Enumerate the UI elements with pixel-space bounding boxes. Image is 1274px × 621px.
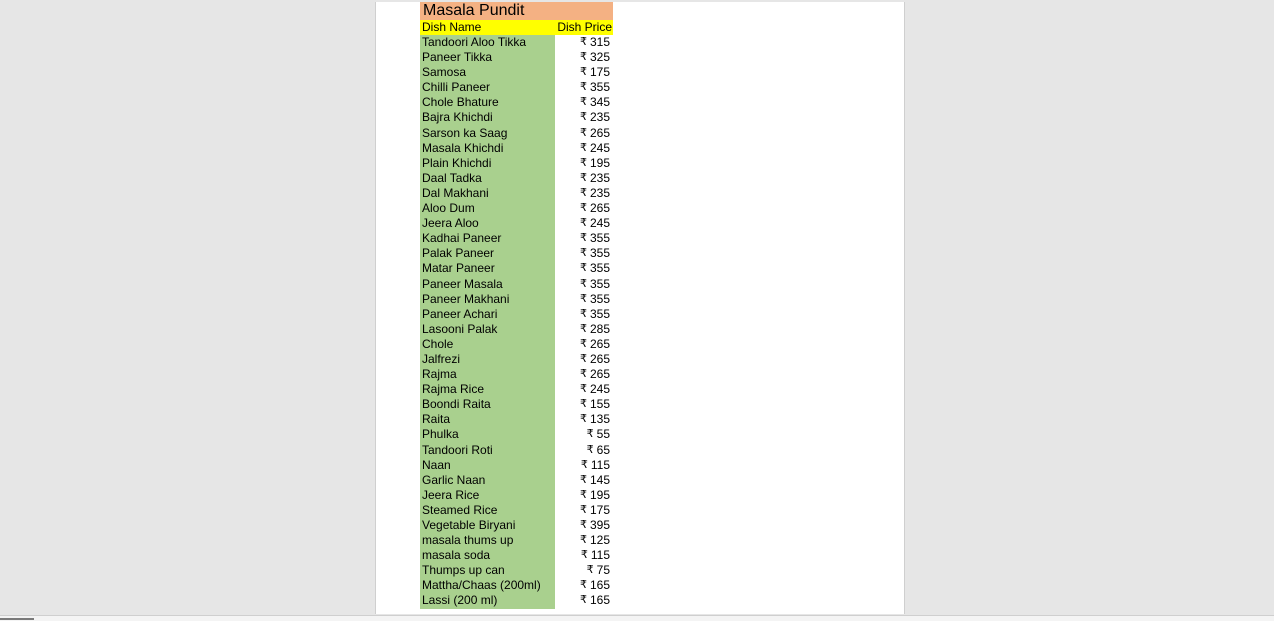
table-row xyxy=(420,473,613,488)
dish-name-cell: Vegetable Biryani xyxy=(420,518,555,533)
dish-name-cell: Masala Khichdi xyxy=(420,141,555,156)
dish-price-cell xyxy=(555,126,613,141)
price-value: 325 xyxy=(589,50,610,65)
dish-name-cell: Sarson ka Saag xyxy=(420,126,555,141)
table-row xyxy=(420,443,613,458)
price-value: 265 xyxy=(589,125,610,140)
price-value: 355 xyxy=(589,261,610,276)
table-row xyxy=(420,563,613,578)
currency-symbol: ₹ xyxy=(579,519,587,531)
price-value: 115 xyxy=(590,457,610,472)
currency-symbol: ₹ xyxy=(579,96,587,109)
dish-name-cell: Bajra Khichdi xyxy=(420,110,555,125)
currency-symbol: ₹ xyxy=(579,292,587,305)
table-row xyxy=(420,367,613,382)
price-value: 55 xyxy=(596,427,610,442)
currency-symbol: ₹ xyxy=(579,186,587,199)
currency-symbol: ₹ xyxy=(579,322,587,335)
dish-price-cell xyxy=(555,80,613,95)
dish-price-cell xyxy=(555,216,613,231)
table-row xyxy=(420,80,613,95)
table-row xyxy=(420,277,613,292)
table-row xyxy=(420,397,613,412)
table-header xyxy=(420,20,613,35)
dish-price-cell xyxy=(555,95,613,110)
currency-symbol: ₹ xyxy=(579,337,587,350)
price-value: 245 xyxy=(589,216,610,231)
currency-symbol: ₹ xyxy=(579,383,587,396)
price-value: 355 xyxy=(589,246,610,261)
price-value: 125 xyxy=(589,533,610,548)
dish-name-cell: Tandoori Aloo Tikka xyxy=(420,35,555,50)
horizontal-scrollbar[interactable] xyxy=(0,615,1274,621)
price-value: 175 xyxy=(589,65,610,80)
price-value: 265 xyxy=(589,351,610,366)
currency-symbol: ₹ xyxy=(579,307,587,320)
dish-price-cell xyxy=(555,337,613,352)
dish-name-cell: Raita xyxy=(420,412,555,427)
price-value: 315 xyxy=(589,35,610,49)
dish-price-cell xyxy=(555,382,613,397)
dish-name-cell: Boondi Raita xyxy=(420,397,555,412)
price-value: 235 xyxy=(589,110,610,125)
dish-name-cell: Naan xyxy=(420,458,555,473)
dish-name-cell: Chole Bhature xyxy=(420,95,555,110)
dish-price-cell xyxy=(555,397,613,412)
dish-price-cell xyxy=(555,201,613,216)
table-row xyxy=(420,503,613,518)
price-value: 355 xyxy=(589,80,610,95)
table-row xyxy=(420,95,613,110)
price-value: 285 xyxy=(589,321,610,336)
price-value: 235 xyxy=(589,185,610,200)
dish-price-cell xyxy=(555,473,613,488)
dish-name-cell: Kadhai Paneer xyxy=(420,231,555,246)
dish-price-cell xyxy=(555,35,613,50)
dish-price-cell xyxy=(555,110,613,125)
price-value: 75 xyxy=(596,563,610,578)
dish-price-cell xyxy=(555,141,613,156)
dish-price-cell xyxy=(555,593,613,608)
currency-symbol: ₹ xyxy=(586,428,594,441)
table-row xyxy=(420,156,613,171)
table-row xyxy=(420,141,613,156)
price-value: 245 xyxy=(589,140,610,155)
price-value: 115 xyxy=(590,548,610,563)
table-row xyxy=(420,126,613,141)
menu-title: Masala Pundit xyxy=(420,2,613,20)
dish-price-cell xyxy=(555,533,613,548)
dish-name-cell: Paneer Makhani xyxy=(420,292,555,307)
currency-symbol: ₹ xyxy=(579,51,587,64)
table-row xyxy=(420,427,613,442)
currency-symbol: ₹ xyxy=(586,443,594,456)
price-value: 165 xyxy=(589,578,610,593)
header-dish-price: Dish Price xyxy=(557,20,612,34)
price-value: 145 xyxy=(589,472,610,487)
dish-name-cell: Tandoori Roti xyxy=(420,443,555,458)
table-row xyxy=(420,322,613,337)
currency-symbol: ₹ xyxy=(579,503,587,516)
dish-price-cell xyxy=(555,578,613,593)
table-row xyxy=(420,488,613,503)
price-value: 175 xyxy=(589,502,610,517)
currency-symbol: ₹ xyxy=(579,262,587,275)
dish-price-cell xyxy=(555,412,613,427)
dish-name-cell: Plain Khichdi xyxy=(420,156,555,171)
table-row xyxy=(420,231,613,246)
table-row xyxy=(420,246,613,261)
price-value: 345 xyxy=(589,95,610,110)
dish-price-cell xyxy=(555,443,613,458)
table-row xyxy=(420,593,613,608)
price-value: 355 xyxy=(589,276,610,291)
dish-name-cell: Rajma Rice xyxy=(420,382,555,397)
dish-name-cell: Thumps up can xyxy=(420,563,555,578)
dish-price-cell xyxy=(555,277,613,292)
price-value: 245 xyxy=(589,382,610,397)
dish-price-cell xyxy=(555,261,613,276)
currency-symbol: ₹ xyxy=(579,488,587,501)
dish-name-cell: Paneer Achari xyxy=(420,307,555,322)
currency-symbol: ₹ xyxy=(579,141,587,154)
dish-name-cell: Steamed Rice xyxy=(420,503,555,518)
currency-symbol: ₹ xyxy=(579,398,587,411)
price-value: 265 xyxy=(589,367,610,382)
table-row xyxy=(420,110,613,125)
price-value: 355 xyxy=(589,306,610,321)
dish-price-cell xyxy=(555,156,613,171)
currency-symbol: ₹ xyxy=(579,579,587,592)
dish-name-cell: Paneer Masala xyxy=(420,277,555,292)
price-value: 355 xyxy=(589,291,610,306)
table-row xyxy=(420,50,613,65)
dish-name-cell: Rajma xyxy=(420,367,555,382)
table-row xyxy=(420,201,613,216)
currency-symbol: ₹ xyxy=(579,473,587,486)
dish-name-cell: Palak Paneer xyxy=(420,246,555,261)
dish-name-cell: Daal Tadka xyxy=(420,171,555,186)
price-value: 135 xyxy=(589,412,610,427)
dish-price-cell xyxy=(555,50,613,65)
dish-price-cell xyxy=(555,503,613,518)
dish-price-cell xyxy=(555,231,613,246)
dish-price-cell xyxy=(555,518,613,533)
price-value: 65 xyxy=(596,442,610,457)
table-row xyxy=(420,186,613,201)
dish-name-cell: Paneer Tikka xyxy=(420,50,555,65)
dish-name-cell: Jalfrezi xyxy=(420,352,555,367)
dish-price-cell xyxy=(555,352,613,367)
dish-price-cell xyxy=(555,458,613,473)
currency-symbol: ₹ xyxy=(579,247,587,260)
dish-price-cell xyxy=(555,307,613,322)
table-row xyxy=(420,382,613,397)
dish-price-cell xyxy=(555,292,613,307)
dish-name-cell: Chilli Paneer xyxy=(420,80,555,95)
table-row xyxy=(420,518,613,533)
dish-price-cell xyxy=(555,171,613,186)
currency-symbol: ₹ xyxy=(579,36,587,48)
dish-name-cell: Dal Makhani xyxy=(420,186,555,201)
currency-symbol: ₹ xyxy=(579,277,587,290)
table-row xyxy=(420,307,613,322)
currency-symbol: ₹ xyxy=(579,81,587,94)
table-row xyxy=(420,352,613,367)
table-row xyxy=(420,533,613,548)
price-value: 165 xyxy=(589,593,610,608)
currency-symbol: ₹ xyxy=(586,564,594,577)
table-row xyxy=(420,171,613,186)
dish-name-cell: Phulka xyxy=(420,427,555,442)
table-row xyxy=(420,261,613,276)
currency-symbol: ₹ xyxy=(579,126,587,139)
header-dish-name: Dish Name xyxy=(422,20,482,34)
table-row xyxy=(420,337,613,352)
table-row xyxy=(420,65,613,80)
currency-symbol: ₹ xyxy=(579,111,587,124)
price-value: 265 xyxy=(589,201,610,216)
table-row xyxy=(420,412,613,427)
dish-price-cell xyxy=(555,246,613,261)
dish-name-cell: Samosa xyxy=(420,65,555,80)
dish-name-cell: Aloo Dum xyxy=(420,201,555,216)
price-value: 195 xyxy=(589,487,610,502)
currency-symbol: ₹ xyxy=(579,232,587,245)
currency-symbol: ₹ xyxy=(579,534,587,547)
currency-symbol: ₹ xyxy=(579,66,587,79)
price-value: 155 xyxy=(589,397,610,412)
dish-name-cell: Chole xyxy=(420,337,555,352)
currency-symbol: ₹ xyxy=(579,171,587,184)
dish-price-cell xyxy=(555,548,613,563)
table-row xyxy=(420,578,613,593)
currency-symbol: ₹ xyxy=(579,413,587,426)
price-value: 355 xyxy=(589,231,610,246)
dish-name-cell: Lassi (200 ml) xyxy=(420,593,555,608)
dish-name-cell: Lasooni Palak xyxy=(420,322,555,337)
currency-symbol: ₹ xyxy=(579,156,587,169)
dish-price-cell xyxy=(555,563,613,578)
price-value: 195 xyxy=(589,155,610,170)
menu-table xyxy=(420,2,613,609)
dish-price-cell xyxy=(555,367,613,382)
dish-price-cell xyxy=(555,186,613,201)
currency-symbol: ₹ xyxy=(580,458,588,471)
dish-price-cell xyxy=(555,322,613,337)
dish-price-cell xyxy=(555,488,613,503)
table-row xyxy=(420,35,613,50)
price-value: 265 xyxy=(589,336,610,351)
dish-name-cell: Garlic Naan xyxy=(420,473,555,488)
currency-symbol: ₹ xyxy=(579,217,587,230)
table-body xyxy=(420,35,613,609)
table-row xyxy=(420,216,613,231)
currency-symbol: ₹ xyxy=(579,368,587,381)
dish-name-cell: masala soda xyxy=(420,548,555,563)
currency-symbol: ₹ xyxy=(579,352,587,365)
dish-name-cell: Jeera Rice xyxy=(420,488,555,503)
dish-name-cell: Matar Paneer xyxy=(420,261,555,276)
dish-price-cell xyxy=(555,65,613,80)
currency-symbol: ₹ xyxy=(579,594,587,607)
dish-name-cell: masala thums up xyxy=(420,533,555,548)
price-value: 235 xyxy=(589,170,610,185)
currency-symbol: ₹ xyxy=(579,202,587,215)
dish-name-cell: Jeera Aloo xyxy=(420,216,555,231)
dish-name-cell: Mattha/Chaas (200ml) xyxy=(420,578,555,593)
table-row xyxy=(420,292,613,307)
table-row xyxy=(420,458,613,473)
currency-symbol: ₹ xyxy=(580,549,588,562)
price-value: 395 xyxy=(589,518,610,532)
dish-price-cell xyxy=(555,427,613,442)
table-row xyxy=(420,548,613,563)
